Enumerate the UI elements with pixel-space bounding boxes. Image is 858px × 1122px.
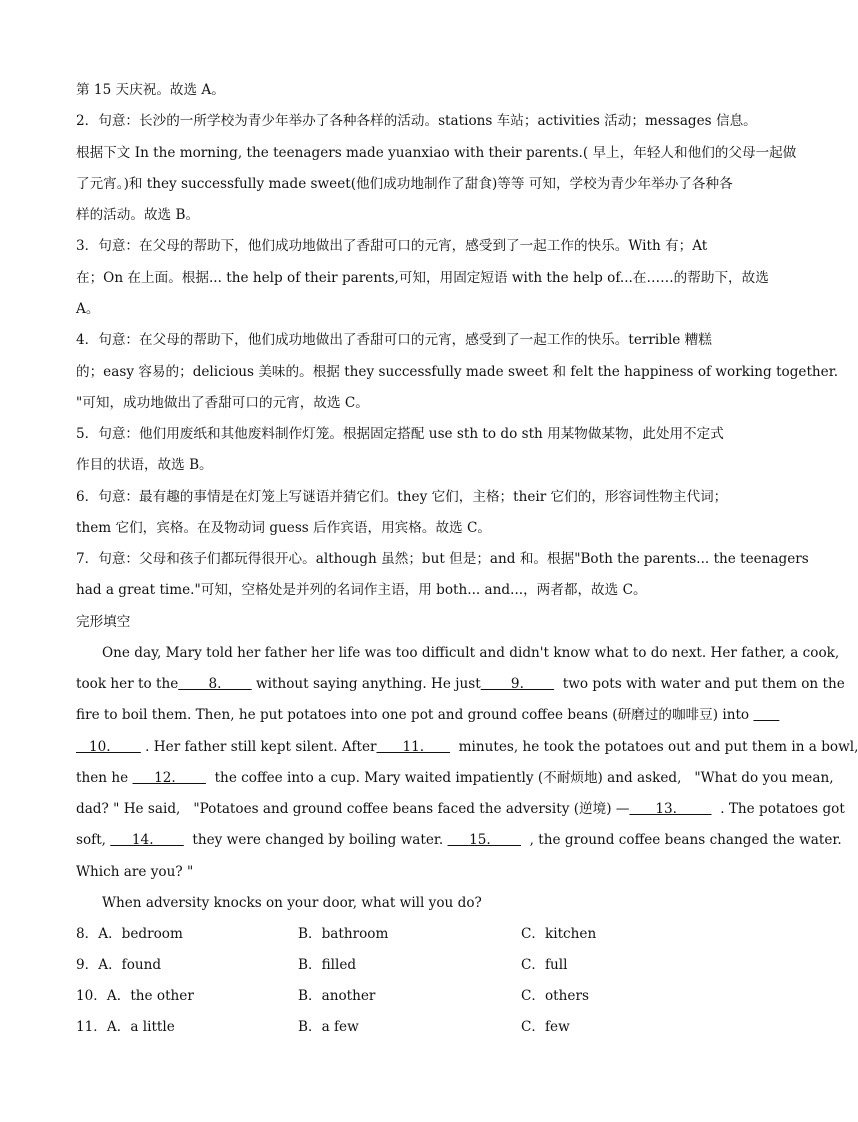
blank-13: 13. — [629, 801, 712, 817]
section-title: 完形填空 — [76, 614, 131, 630]
passage-text: without saying anything. He just — [251, 676, 481, 692]
passage-text: dad? " He said, "Potatoes and ground coffee beans faced the adversity (逆境) — — [76, 801, 630, 817]
question-label — [76, 1017, 175, 1037]
explanation-line: 样的活动。故选 B。 — [76, 207, 200, 223]
explanation-line: 3．句意：在父母的帮助下，他们成功地做出了香甜可口的元宵，感受到了一起工作的快乐。With 有；At — [76, 238, 708, 254]
passage-line: When adversity knocks on your door, what will you do? — [102, 895, 482, 911]
option-a[interactable]: A．bedroom — [98, 926, 183, 942]
explanation-line: A。 — [76, 301, 100, 317]
question-number: 9． — [76, 957, 99, 973]
option-c[interactable]: C．kitchen — [521, 926, 597, 942]
option-a[interactable]: A．a little — [106, 1019, 175, 1035]
question-row — [76, 986, 756, 1006]
question-number: 10． — [76, 988, 107, 1004]
explanation-line: "可知，成功地做出了香甜可口的元宵，故选 C。 — [76, 395, 369, 411]
explanation-line: had a great time."可知，空格处是并列的名词作主语，用 both... and...，两者都，故选 C。 — [76, 582, 647, 598]
option-b[interactable]: B．a few — [298, 1019, 359, 1035]
explanation-line: 2．句意：长沙的一所学校为青少年举办了各种各样的活动。stations 车站；activities 活动；messages 信息。 — [76, 113, 757, 129]
question-row — [76, 955, 756, 975]
question-number: 8． — [76, 926, 99, 942]
passage-line: Which are you? " — [76, 864, 194, 880]
explanation-line: 6．句意：最有趣的事情是在灯笼上写谜语并猜它们。they 它们，主格；their 它们的，形容词性物主代词； — [76, 489, 728, 505]
explanation-line: 作目的状语，故选 B。 — [76, 457, 213, 473]
explanation-line: them 它们，宾格。在及物动词 guess 后作宾语，用宾格。故选 C。 — [76, 520, 491, 536]
passage-line — [76, 737, 858, 757]
passage-text: soft, — [76, 832, 111, 848]
passage-text: they were changed by boiling water. — [183, 832, 448, 848]
passage-line — [76, 674, 845, 694]
explanation-line: 5．句意：他们用废纸和其他废料制作灯笼。根据固定搭配 use sth to do sth 用某物做某物，此处用不定式 — [76, 426, 724, 442]
blank-8: 8. — [178, 676, 252, 692]
explanation-line: 在；On 在上面。根据... the help of their parents,可知，用固定短语 with the help of...在……的帮助下，故选 — [76, 270, 769, 286]
passage-text: took her to the — [76, 676, 179, 692]
option-a[interactable]: A．found — [98, 957, 162, 973]
passage-line: One day, Mary told her father her life was too difficult and didn't know what to do next. Her father, a cook, — [102, 645, 840, 661]
question-row — [76, 924, 756, 944]
blank-15: 15. — [447, 832, 522, 848]
passage-text: . Her father still kept silent. After — [140, 739, 377, 755]
question-label — [76, 986, 194, 1006]
explanation-line: 的；easy 容易的；delicious 美味的。根据 they successfully made sweet 和 felt the happiness of working together. — [76, 364, 839, 380]
passage-text: then he — [76, 770, 133, 786]
option-b[interactable]: B．bathroom — [298, 926, 389, 942]
blank-12: 12. — [132, 770, 206, 786]
passage-text: , the ground coffee beans changed the water. — [521, 832, 842, 848]
explanation-line: 了元宵。)和 they successfully made sweet(他们成功地制作了甜食)等等 可知，学校为青少年举办了各种各 — [76, 176, 733, 192]
explanation-line: 根据下文 In the morning, the teenagers made yuanxiao with their parents.( 早上，年轻人和他们的父母一起做 — [76, 145, 797, 161]
blank-10-lead — [753, 707, 779, 723]
question-number: 11． — [76, 1019, 107, 1035]
passage-line — [76, 830, 842, 850]
passage-text: . The potatoes got — [711, 801, 845, 817]
passage-text: the coffee into a cup. Mary waited impatiently (不耐烦地) and asked, "What do you mean, — [205, 770, 834, 786]
blank-9: 9. — [480, 676, 555, 692]
option-b[interactable]: B．another — [298, 988, 376, 1004]
passage-line — [76, 799, 845, 819]
passage-text: minutes, he took the potatoes out and put them in a bowl, — [450, 739, 858, 755]
blank-14: 14. — [110, 832, 184, 848]
question-label — [76, 955, 161, 975]
passage-text: fire to boil them. Then, he put potatoes into one pot and ground coffee beans (研磨过的咖啡豆) into — [76, 707, 754, 723]
explanation-line: 7．句意：父母和孩子们都玩得很开心。although 虽然；but 但是；and 和。根据"Both the parents... the teenagers — [76, 551, 809, 567]
option-a[interactable]: A．the other — [106, 988, 194, 1004]
explanation-line: 第 15 天庆祝。故选 A。 — [76, 82, 225, 98]
question-label — [76, 924, 183, 944]
passage-line — [76, 705, 756, 725]
blank-11: 11. — [376, 739, 450, 755]
explanation-line: 4．句意：在父母的帮助下，他们成功地做出了香甜可口的元宵，感受到了一起工作的快乐。terrible 糟糕 — [76, 332, 712, 348]
question-row — [76, 1017, 756, 1037]
passage-line — [76, 768, 834, 788]
option-b[interactable]: B．filled — [298, 957, 357, 973]
option-c[interactable]: C．few — [521, 1019, 570, 1035]
passage-text: two pots with water and put them on the — [554, 676, 845, 692]
blank-10: 10. — [76, 739, 141, 755]
option-c[interactable]: C．others — [521, 988, 589, 1004]
option-c[interactable]: C．full — [521, 957, 568, 973]
